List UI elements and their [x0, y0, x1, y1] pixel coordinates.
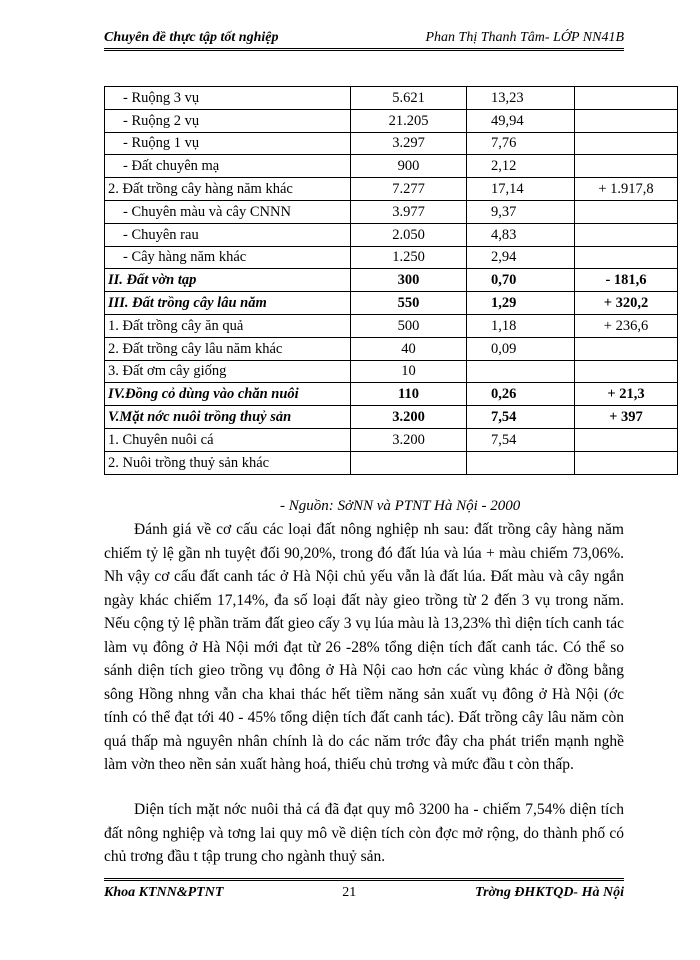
row-change [575, 451, 678, 474]
row-area: 500 [351, 314, 467, 337]
row-percent: 2,94 [467, 246, 575, 269]
row-label: - Ruộng 1 vụ [105, 132, 351, 155]
table-row [105, 360, 678, 383]
page-footer [104, 878, 624, 901]
row-change: - 181,6 [575, 269, 678, 292]
row-percent: 7,54 [467, 428, 575, 451]
land-use-table [104, 86, 678, 475]
table-row [105, 269, 678, 292]
row-area: 40 [351, 337, 467, 360]
table-row [105, 200, 678, 223]
row-percent: 1,29 [467, 292, 575, 315]
table-row [105, 109, 678, 132]
row-percent [467, 451, 575, 474]
row-percent: 7,76 [467, 132, 575, 155]
row-label: V.Mặt nớc nuôi trồng thuỷ sản [105, 406, 351, 429]
page-number: 21 [342, 885, 357, 900]
table-row [105, 337, 678, 360]
row-label: 1. Đất trồng cây ăn quả [105, 314, 351, 337]
table-row [105, 178, 678, 201]
row-area: 5.621 [351, 87, 467, 110]
row-percent [467, 360, 575, 383]
table-row [105, 87, 678, 110]
paragraph-1: Đánh giá về cơ cấu các loại đất nông nghiệp nh sau: đất trồng cây hàng năm chiếm tỷ lệ gần nh tuyệt đối 90,20%, trong đó đất lúa và lúa + màu chiếm 73,06%. Nh vậy cơ cấu đất canh tác ở Hà Nội chủ yếu vẫn là đất lúa. Đất màu và cây ngắn ngày khác chiếm 17,14%, đa số loại đất này gieo trồng từ 2 đến 3 vụ trong năm. Nếu cộng tỷ lệ phần trăm đất gieo cấy 3 vụ lúa màu là 13,23% thì diện tích canh tác làm vụ đông ở Hà Nội mới đạt từ 26 -28% tổng diện tích đất canh tác. Có thể so sánh diện tích gieo trồng vụ đông ở Hà Nội cao hơn các vùng khác ở đồng bằng sông Hồng nhng vẫn cha khai thác hết tiềm năng sản xuất vụ đông ở Hà Nội (ớc tính có thể đạt tới 40 - 45% tổng diện tích đất canh tác). Đất trồng cây lâu năm còn quá thấp mà nguyên nhân chính là do các năm trớc đây cha phát triển mạnh nghề làm vờn theo nền sản xuất hàng hoá, thiếu chủ trơng và mức đầu t còn thấp. [104, 521, 624, 773]
page-header [104, 30, 624, 51]
table-row [105, 132, 678, 155]
table-row [105, 451, 678, 474]
row-label: 2. Đất trồng cây lâu năm khác [105, 337, 351, 360]
row-percent: 7,54 [467, 406, 575, 429]
row-area: 3.297 [351, 132, 467, 155]
row-label: 1. Chuyên nuôi cá [105, 428, 351, 451]
row-label: II. Đất vờn tạp [105, 269, 351, 292]
row-label: - Cây hàng năm khác [105, 246, 351, 269]
row-label: IV.Đồng cỏ dùng vào chăn nuôi [105, 383, 351, 406]
footer-university: Trờng ĐHKTQD- Hà Nội [475, 885, 624, 900]
row-percent: 1,18 [467, 314, 575, 337]
row-label: - Đất chuyên mạ [105, 155, 351, 178]
header-title: Chuyên đề thực tập tốt nghiệp [104, 30, 279, 45]
row-area [351, 451, 467, 474]
row-area: 7.277 [351, 178, 467, 201]
row-change [575, 109, 678, 132]
row-change [575, 246, 678, 269]
row-change: + 1.917,8 [575, 178, 678, 201]
row-area: 300 [351, 269, 467, 292]
row-change [575, 132, 678, 155]
table-row [105, 223, 678, 246]
row-change: + 397 [575, 406, 678, 429]
row-change [575, 200, 678, 223]
row-area: 900 [351, 155, 467, 178]
row-percent: 0,09 [467, 337, 575, 360]
row-area: 550 [351, 292, 467, 315]
table-row [105, 155, 678, 178]
row-label: 2. Nuôi trồng thuỷ sản khác [105, 451, 351, 474]
row-area: 21.205 [351, 109, 467, 132]
row-percent: 2,12 [467, 155, 575, 178]
row-label: III. Đất trồng cây lâu năm [105, 292, 351, 315]
row-percent: 13,23 [467, 87, 575, 110]
row-percent: 49,94 [467, 109, 575, 132]
row-label: - Ruộng 2 vụ [105, 109, 351, 132]
row-area: 1.250 [351, 246, 467, 269]
row-label: - Chuyên rau [105, 223, 351, 246]
footer-faculty: Khoa KTNN&PTNT [104, 885, 224, 900]
row-label: 2. Đất trồng cây hàng năm khác [105, 178, 351, 201]
row-area: 3.200 [351, 406, 467, 429]
table-row [105, 428, 678, 451]
table-source: - Nguồn: SởNN và PTNT Hà Nội - 2000 [280, 498, 521, 514]
header-author: Phan Thị Thanh Tâm- LỚP NN41B [425, 30, 624, 45]
row-area: 3.977 [351, 200, 467, 223]
row-change [575, 360, 678, 383]
row-change [575, 87, 678, 110]
table-row [105, 314, 678, 337]
row-change [575, 155, 678, 178]
row-change [575, 223, 678, 246]
table-row [105, 383, 678, 406]
row-change: + 236,6 [575, 314, 678, 337]
row-area: 110 [351, 383, 467, 406]
table-row [105, 292, 678, 315]
row-change: + 320,2 [575, 292, 678, 315]
row-percent: 0,70 [467, 269, 575, 292]
row-label: - Chuyên màu và cây CNNN [105, 200, 351, 223]
row-change: + 21,3 [575, 383, 678, 406]
row-percent: 0,26 [467, 383, 575, 406]
row-change [575, 428, 678, 451]
row-change [575, 337, 678, 360]
row-percent: 9,37 [467, 200, 575, 223]
row-label: - Ruộng 3 vụ [105, 87, 351, 110]
paragraph-2: Diện tích mặt nớc nuôi thả cá đã đạt quy mô 3200 ha - chiếm 7,54% diện tích đất nông nghiệp và tơng lai quy mô về diện tích còn đợc mở rộng, do thành phố có chủ trơng đầu t tập trung cho ngành thuỷ sản. [104, 801, 624, 865]
row-area: 2.050 [351, 223, 467, 246]
row-percent: 4,83 [467, 223, 575, 246]
table-row [105, 406, 678, 429]
row-percent: 17,14 [467, 178, 575, 201]
row-area: 3.200 [351, 428, 467, 451]
row-area: 10 [351, 360, 467, 383]
row-label: 3. Đất ơm cây giống [105, 360, 351, 383]
table-row [105, 246, 678, 269]
